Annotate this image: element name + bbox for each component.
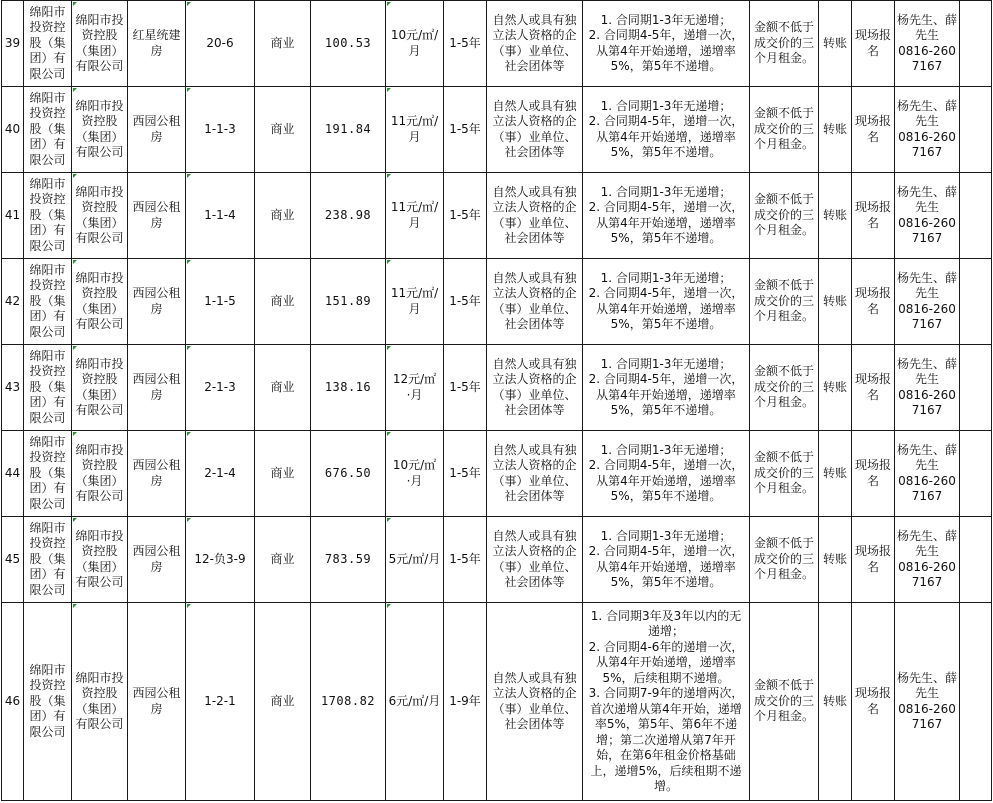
rent-increase-terms-cell-text: 1. 合同期1-3年无递增； 2. 合同期4-5年，递增一次，从第4年开始递增，递增率5%，第5年不递增。: [588, 98, 744, 159]
empty-cell: [960, 173, 992, 259]
rent-price-cell-text: 10元/㎡/月: [390, 28, 439, 58]
deposit-cell: [750, 431, 819, 517]
area-cell: [311, 431, 386, 517]
deposit-cell-text: 金额不低于成交价的三个月租金。: [753, 536, 814, 582]
rent-price-cell-text: 6元/㎡/月: [388, 693, 441, 708]
row-number: [2, 431, 24, 517]
usage-cell-text: 商业: [270, 465, 295, 480]
contact-cell-text: 杨先生、薛先生 0816-2607167: [897, 356, 958, 417]
building-cell: [128, 603, 186, 801]
deposit-cell: [750, 517, 819, 603]
contact-cell-text: 杨先生、薛先生 0816-2607167: [897, 670, 958, 731]
row-number-text: 39: [4, 35, 21, 50]
area-cell-text: 151.89: [324, 293, 372, 308]
payment-method-cell: [819, 603, 852, 801]
contact-cell: [895, 173, 960, 259]
managing-unit-cell: [72, 345, 128, 431]
rent-price-cell: [386, 517, 444, 603]
row-number-text: 41: [4, 207, 21, 222]
room-number-cell-text: 1-2-1: [204, 693, 236, 708]
eligible-tenant-cell-text: 自然人或具有独立法人资格的企（事）业单位、社会团体等: [492, 12, 577, 73]
lease-term-cell-text: 1-5年: [449, 465, 481, 480]
lease-term-cell: [444, 603, 487, 801]
payment-method-cell: [819, 173, 852, 259]
registration-method-cell-text: 现场报名: [854, 286, 891, 316]
room-number-cell-text: 1-1-3: [204, 121, 236, 136]
contact-cell: [895, 1, 960, 87]
rent-price-cell: [386, 345, 444, 431]
payment-method-cell: [819, 517, 852, 603]
empty-cell: [960, 603, 992, 801]
room-number-cell: [186, 259, 255, 345]
eligible-tenant-cell: [487, 87, 583, 173]
managing-unit-cell-text: 绵阳市投资控股（集团）有限公司: [75, 528, 124, 589]
area-cell-text: 783.59: [324, 551, 372, 566]
managing-unit-cell-text: 绵阳市投资控股（集团）有限公司: [75, 442, 124, 503]
empty-cell: [960, 345, 992, 431]
building-cell: [128, 1, 186, 87]
owner-cell: [24, 431, 72, 517]
rent-increase-terms-cell-text: 1. 合同期3年及3年以内的无递增； 2. 合同期4-6年的递增一次，从第4年开始递增，递增率5%，后续租期不递增。 3. 合同期7-9年的递增两次，首次递增从第4年开始，递增率5%，第5年、第6年不递增；第二次递增从第7年开始，在第6年租金价格基础上，递增5%，后续租期不递增。: [588, 608, 744, 793]
payment-method-cell: [819, 259, 852, 345]
building-cell: [128, 173, 186, 259]
registration-method-cell: [852, 603, 895, 801]
usage-cell: [255, 259, 311, 345]
usage-cell: [255, 345, 311, 431]
usage-cell: [255, 517, 311, 603]
deposit-cell: [750, 87, 819, 173]
lease-term-cell-text: 1-5年: [449, 379, 481, 394]
contact-cell-text: 杨先生、薛先生 0816-2607167: [897, 184, 958, 245]
rent-increase-terms-cell: [583, 259, 750, 345]
table-row: [2, 87, 992, 173]
building-cell: [128, 431, 186, 517]
rent-increase-terms-cell: [583, 173, 750, 259]
payment-method-cell-text: 转账: [822, 693, 847, 708]
eligible-tenant-cell-text: 自然人或具有独立法人资格的企（事）业单位、社会团体等: [492, 184, 577, 245]
owner-cell-text: 绵阳市投资控股（集团）有限公司: [29, 434, 66, 511]
lease-term-cell: [444, 431, 487, 517]
owner-cell-text: 绵阳市投资控股（集团）有限公司: [29, 4, 66, 81]
managing-unit-cell-text: 绵阳市投资控股（集团）有限公司: [75, 98, 124, 159]
room-number-cell: [186, 603, 255, 801]
payment-method-cell: [819, 431, 852, 517]
area-cell-text: 1708.82: [320, 693, 376, 708]
area-cell: [311, 345, 386, 431]
rent-increase-terms-cell-text: 1. 合同期1-3年无递增； 2. 合同期4-5年，递增一次，从第4年开始递增，递增率5%，第5年不递增。: [588, 270, 744, 331]
rent-price-cell: [386, 259, 444, 345]
lease-term-cell: [444, 87, 487, 173]
registration-method-cell-text: 现场报名: [854, 544, 891, 574]
empty-cell: [960, 517, 992, 603]
lease-term-cell: [444, 345, 487, 431]
area-cell: [311, 1, 386, 87]
owner-cell: [24, 259, 72, 345]
lease-term-cell-text: 1-5年: [449, 293, 481, 308]
eligible-tenant-cell: [487, 603, 583, 801]
empty-cell: [960, 431, 992, 517]
room-number-cell: [186, 1, 255, 87]
registration-method-cell: [852, 259, 895, 345]
managing-unit-cell-text: 绵阳市投资控股（集团）有限公司: [75, 670, 124, 731]
managing-unit-cell: [72, 259, 128, 345]
lease-term-cell: [444, 259, 487, 345]
registration-method-cell: [852, 431, 895, 517]
room-number-cell-text: 2-1-3: [204, 379, 236, 394]
deposit-cell-text: 金额不低于成交价的三个月租金。: [753, 678, 814, 724]
contact-cell: [895, 345, 960, 431]
row-number-text: 42: [4, 293, 21, 308]
row-number: [2, 517, 24, 603]
rent-price-cell-text: 11元/㎡/月: [390, 200, 439, 230]
room-number-cell: [186, 431, 255, 517]
deposit-cell: [750, 345, 819, 431]
usage-cell-text: 商业: [270, 379, 295, 394]
payment-method-cell-text: 转账: [822, 465, 847, 480]
owner-cell-text: 绵阳市投资控股（集团）有限公司: [29, 520, 66, 597]
registration-method-cell-text: 现场报名: [854, 372, 891, 402]
payment-method-cell: [819, 87, 852, 173]
registration-method-cell-text: 现场报名: [854, 686, 891, 716]
eligible-tenant-cell-text: 自然人或具有独立法人资格的企（事）业单位、社会团体等: [492, 270, 577, 331]
building-cell-text: 西园公租房: [132, 686, 181, 716]
deposit-cell-text: 金额不低于成交价的三个月租金。: [753, 20, 814, 66]
lease-term-cell-text: 1-5年: [449, 551, 481, 566]
lease-term-cell: [444, 1, 487, 87]
payment-method-cell-text: 转账: [822, 293, 847, 308]
row-number-text: 44: [4, 465, 21, 480]
lease-term-cell-text: 1-5年: [449, 35, 481, 50]
room-number-cell-text: 1-1-4: [204, 207, 236, 222]
registration-method-cell: [852, 345, 895, 431]
rent-increase-terms-cell-text: 1. 合同期1-3年无递增； 2. 合同期4-5年，递增一次，从第4年开始递增，递增率5%，第5年不递增。: [588, 442, 744, 503]
table-row: [2, 603, 992, 801]
table-row: [2, 345, 992, 431]
contact-cell-text: 杨先生、薛先生 0816-2607167: [897, 442, 958, 503]
rental-listing-table: [1, 0, 992, 801]
table-row: [2, 173, 992, 259]
payment-method-cell: [819, 1, 852, 87]
rent-price-cell: [386, 431, 444, 517]
registration-method-cell-text: 现场报名: [854, 458, 891, 488]
contact-cell-text: 杨先生、薛先生 0816-2607167: [897, 98, 958, 159]
eligible-tenant-cell: [487, 517, 583, 603]
area-cell-text: 100.53: [324, 35, 372, 50]
row-number-text: 43: [4, 379, 21, 394]
room-number-cell-text: 1-1-5: [204, 293, 236, 308]
owner-cell-text: 绵阳市投资控股（集团）有限公司: [29, 662, 66, 739]
room-number-cell: [186, 517, 255, 603]
area-cell: [311, 87, 386, 173]
rent-price-cell: [386, 1, 444, 87]
area-cell: [311, 173, 386, 259]
building-cell: [128, 259, 186, 345]
contact-cell-text: 杨先生、薛先生 0816-2607167: [897, 270, 958, 331]
contact-cell: [895, 517, 960, 603]
payment-method-cell-text: 转账: [822, 207, 847, 222]
payment-method-cell-text: 转账: [822, 35, 847, 50]
empty-cell: [960, 259, 992, 345]
row-number: [2, 173, 24, 259]
building-cell: [128, 345, 186, 431]
rent-price-cell-text: 11元/㎡/月: [390, 114, 439, 144]
area-cell: [311, 603, 386, 801]
building-cell-text: 西园公租房: [132, 372, 181, 402]
managing-unit-cell: [72, 603, 128, 801]
deposit-cell-text: 金额不低于成交价的三个月租金。: [753, 450, 814, 496]
building-cell-text: 西园公租房: [132, 200, 181, 230]
table-row: [2, 259, 992, 345]
rent-price-cell-text: 5元/㎡/月: [388, 551, 441, 566]
area-cell-text: 138.16: [324, 379, 372, 394]
eligible-tenant-cell-text: 自然人或具有独立法人资格的企（事）业单位、社会团体等: [492, 670, 577, 731]
building-cell-text: 西园公租房: [132, 458, 181, 488]
owner-cell-text: 绵阳市投资控股（集团）有限公司: [29, 90, 66, 167]
room-number-cell: [186, 173, 255, 259]
room-number-cell-text: 12-负3-9: [194, 551, 246, 566]
deposit-cell: [750, 1, 819, 87]
row-number-text: 40: [4, 121, 21, 136]
area-cell: [311, 517, 386, 603]
eligible-tenant-cell: [487, 345, 583, 431]
registration-method-cell: [852, 87, 895, 173]
rent-increase-terms-cell-text: 1. 合同期1-3年无递增； 2. 合同期4-5年，递增一次，从第4年开始递增，递增率5%，第5年不递增。: [588, 528, 744, 589]
row-number-text: 46: [4, 693, 21, 708]
deposit-cell-text: 金额不低于成交价的三个月租金。: [753, 364, 814, 410]
owner-cell: [24, 173, 72, 259]
registration-method-cell: [852, 1, 895, 87]
room-number-cell-text: 2-1-4: [204, 465, 236, 480]
rent-increase-terms-cell: [583, 1, 750, 87]
table-row: [2, 1, 992, 87]
rent-price-cell: [386, 87, 444, 173]
owner-cell: [24, 603, 72, 801]
owner-cell-text: 绵阳市投资控股（集团）有限公司: [29, 348, 66, 425]
usage-cell-text: 商业: [270, 551, 295, 566]
row-number: [2, 87, 24, 173]
rent-price-cell: [386, 173, 444, 259]
rent-increase-terms-cell: [583, 345, 750, 431]
owner-cell: [24, 345, 72, 431]
table-row: [2, 517, 992, 603]
rent-increase-terms-cell: [583, 431, 750, 517]
deposit-cell: [750, 603, 819, 801]
rent-increase-terms-cell: [583, 87, 750, 173]
usage-cell: [255, 431, 311, 517]
usage-cell: [255, 87, 311, 173]
usage-cell: [255, 603, 311, 801]
rent-price-cell-text: 12元/㎡ ·月: [392, 372, 437, 402]
managing-unit-cell: [72, 173, 128, 259]
deposit-cell: [750, 173, 819, 259]
payment-method-cell-text: 转账: [822, 121, 847, 136]
owner-cell: [24, 87, 72, 173]
building-cell-text: 红星统建房: [132, 28, 181, 58]
building-cell-text: 西园公租房: [132, 544, 181, 574]
payment-method-cell: [819, 345, 852, 431]
contact-cell: [895, 259, 960, 345]
rent-increase-terms-cell-text: 1. 合同期1-3年无递增； 2. 合同期4-5年，递增一次，从第4年开始递增，递增率5%，第5年不递增。: [588, 356, 744, 417]
area-cell-text: 238.98: [324, 207, 372, 222]
contact-cell: [895, 603, 960, 801]
owner-cell: [24, 517, 72, 603]
rent-increase-terms-cell-text: 1. 合同期1-3年无递增； 2. 合同期4-5年，递增一次，从第4年开始递增，递增率5%，第5年不递增。: [588, 184, 744, 245]
contact-cell: [895, 431, 960, 517]
managing-unit-cell: [72, 1, 128, 87]
rent-price-cell-text: 11元/㎡/月: [390, 286, 439, 316]
eligible-tenant-cell-text: 自然人或具有独立法人资格的企（事）业单位、社会团体等: [492, 528, 577, 589]
payment-method-cell-text: 转账: [822, 551, 847, 566]
managing-unit-cell-text: 绵阳市投资控股（集团）有限公司: [75, 356, 124, 417]
registration-method-cell-text: 现场报名: [854, 200, 891, 230]
registration-method-cell-text: 现场报名: [854, 28, 891, 58]
row-number: [2, 259, 24, 345]
owner-cell-text: 绵阳市投资控股（集团）有限公司: [29, 262, 66, 339]
table-row: [2, 431, 992, 517]
deposit-cell: [750, 259, 819, 345]
room-number-cell-text: 20-6: [206, 35, 234, 50]
contact-cell-text: 杨先生、薛先生 0816-2607167: [897, 528, 958, 589]
payment-method-cell-text: 转账: [822, 379, 847, 394]
eligible-tenant-cell-text: 自然人或具有独立法人资格的企（事）业单位、社会团体等: [492, 442, 577, 503]
eligible-tenant-cell: [487, 259, 583, 345]
usage-cell: [255, 1, 311, 87]
managing-unit-cell: [72, 431, 128, 517]
empty-cell: [960, 1, 992, 87]
usage-cell-text: 商业: [270, 693, 295, 708]
managing-unit-cell-text: 绵阳市投资控股（集团）有限公司: [75, 270, 124, 331]
row-number: [2, 603, 24, 801]
area-cell: [311, 259, 386, 345]
area-cell-text: 676.50: [324, 465, 372, 480]
rent-price-cell: [386, 603, 444, 801]
building-cell: [128, 517, 186, 603]
registration-method-cell: [852, 173, 895, 259]
lease-term-cell-text: 1-9年: [449, 693, 481, 708]
owner-cell-text: 绵阳市投资控股（集团）有限公司: [29, 176, 66, 253]
managing-unit-cell: [72, 517, 128, 603]
managing-unit-cell: [72, 87, 128, 173]
area-cell-text: 191.84: [324, 121, 372, 136]
usage-cell-text: 商业: [270, 293, 295, 308]
table-body: [2, 1, 992, 801]
usage-cell-text: 商业: [270, 207, 295, 222]
lease-term-cell-text: 1-5年: [449, 207, 481, 222]
eligible-tenant-cell: [487, 1, 583, 87]
registration-method-cell: [852, 517, 895, 603]
deposit-cell-text: 金额不低于成交价的三个月租金。: [753, 106, 814, 152]
deposit-cell-text: 金额不低于成交价的三个月租金。: [753, 278, 814, 324]
room-number-cell: [186, 345, 255, 431]
contact-cell-text: 杨先生、薛先生 0816-2607167: [897, 12, 958, 73]
row-number-text: 45: [4, 551, 21, 566]
lease-term-cell: [444, 173, 487, 259]
rent-increase-terms-cell: [583, 517, 750, 603]
eligible-tenant-cell: [487, 173, 583, 259]
deposit-cell-text: 金额不低于成交价的三个月租金。: [753, 192, 814, 238]
eligible-tenant-cell-text: 自然人或具有独立法人资格的企（事）业单位、社会团体等: [492, 98, 577, 159]
lease-term-cell: [444, 517, 487, 603]
eligible-tenant-cell: [487, 431, 583, 517]
building-cell-text: 西园公租房: [132, 286, 181, 316]
registration-method-cell-text: 现场报名: [854, 114, 891, 144]
eligible-tenant-cell-text: 自然人或具有独立法人资格的企（事）业单位、社会团体等: [492, 356, 577, 417]
usage-cell-text: 商业: [270, 121, 295, 136]
owner-cell: [24, 1, 72, 87]
empty-cell: [960, 87, 992, 173]
managing-unit-cell-text: 绵阳市投资控股（集团）有限公司: [75, 184, 124, 245]
rent-increase-terms-cell: [583, 603, 750, 801]
contact-cell: [895, 87, 960, 173]
rent-price-cell-text: 10元/㎡ ·月: [392, 458, 437, 488]
building-cell: [128, 87, 186, 173]
managing-unit-cell-text: 绵阳市投资控股（集团）有限公司: [75, 12, 124, 73]
row-number: [2, 1, 24, 87]
rent-increase-terms-cell-text: 1. 合同期1-3年无递增； 2. 合同期4-5年，递增一次，从第4年开始递增，递增率5%，第5年不递增。: [588, 12, 744, 73]
usage-cell: [255, 173, 311, 259]
row-number: [2, 345, 24, 431]
room-number-cell: [186, 87, 255, 173]
usage-cell-text: 商业: [270, 35, 295, 50]
building-cell-text: 西园公租房: [132, 114, 181, 144]
lease-term-cell-text: 1-5年: [449, 121, 481, 136]
